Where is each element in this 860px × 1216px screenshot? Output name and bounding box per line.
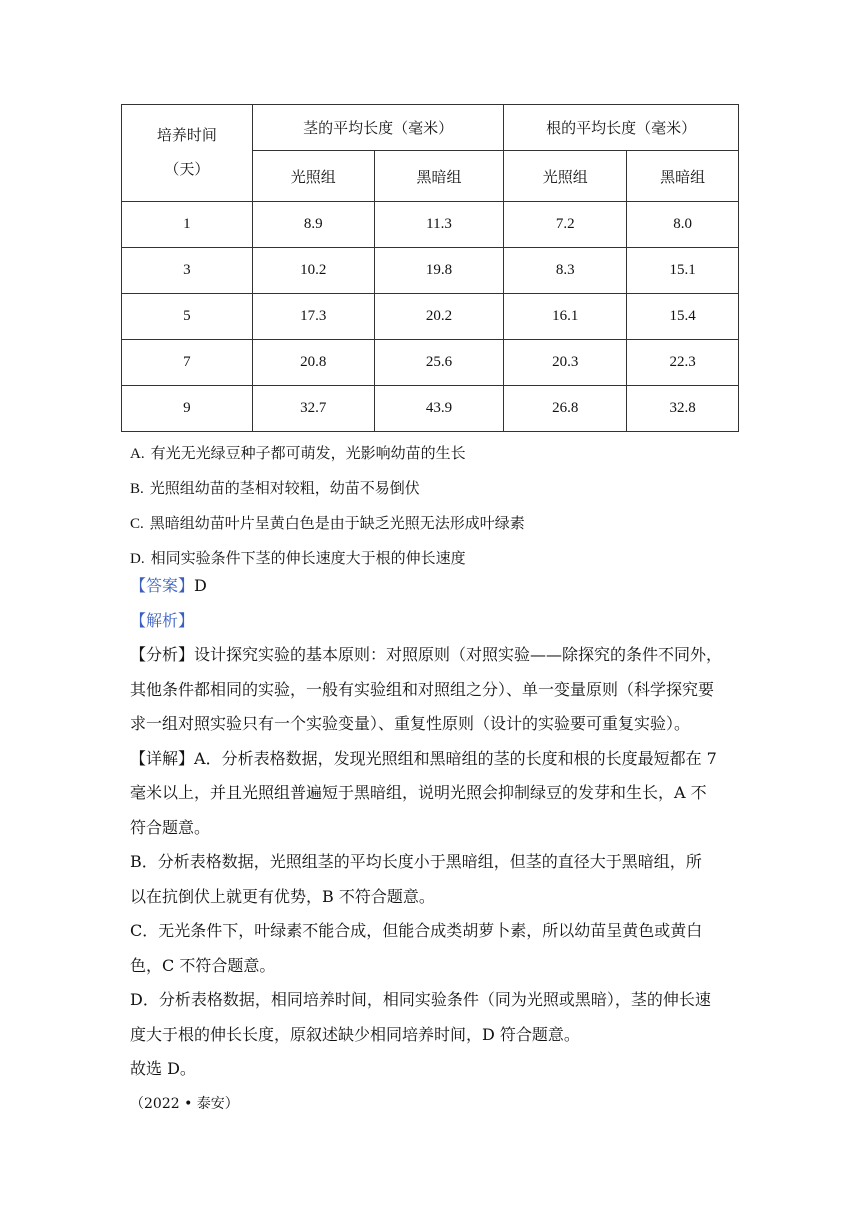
answer-label: 【答案】 — [130, 576, 195, 595]
answer-line — [130, 569, 730, 604]
growth-data-table — [121, 104, 739, 432]
stem-group-header: 茎的平均长度（毫米） — [252, 105, 504, 151]
table-cell: 15.1 — [627, 248, 739, 294]
xiangjie-line — [130, 742, 730, 777]
table-cell: 32.8 — [627, 386, 739, 432]
table-cell: 15.4 — [627, 294, 739, 340]
table-cell: 20.8 — [252, 340, 374, 386]
table-row — [122, 248, 739, 294]
subheader-cell: 光照组 — [252, 151, 374, 202]
table-cell: 9 — [122, 386, 253, 432]
subheader-cell: 黑暗组 — [374, 151, 504, 202]
table-cell: 11.3 — [374, 202, 504, 248]
table-cell: 10.2 — [252, 248, 374, 294]
option-letter: A. — [130, 446, 145, 462]
table-cell: 43.9 — [374, 386, 504, 432]
table-cell: 8.0 — [627, 202, 739, 248]
table-row — [122, 340, 739, 386]
table-row — [122, 202, 739, 248]
option-a — [130, 436, 525, 471]
table-cell: 16.1 — [504, 294, 627, 340]
root-group-header: 根的平均长度（毫米） — [504, 105, 739, 151]
table-cell: 25.6 — [374, 340, 504, 386]
solution-body — [130, 569, 730, 1121]
option-text: 相同实验条件下茎的伸长速度大于根的伸长速度 — [150, 549, 466, 567]
fenxi-label: 【分析】 — [130, 645, 195, 664]
answer-options — [130, 436, 525, 576]
time-unit: （天） — [164, 162, 210, 178]
explanation-d-line: 度大于根的伸长长度，原叙述缺少相同培养时间，D 符合题意。 — [130, 1024, 580, 1044]
table-cell: 22.3 — [627, 340, 739, 386]
fenxi-line — [130, 638, 730, 673]
table-cell: 1 — [122, 202, 253, 248]
fenxi-line: 其他条件都相同的实验，一般有实验组和对照组之分）、单一变量原则（科学探究要 — [130, 679, 715, 699]
table-cell: 20.3 — [504, 340, 627, 386]
table-cell: 5 — [122, 294, 253, 340]
xiangjie-line: 符合题意。 — [130, 817, 211, 837]
table-cell: 19.8 — [374, 248, 504, 294]
option-letter: B. — [130, 481, 144, 497]
table-row — [122, 294, 739, 340]
time-header-cell — [122, 105, 253, 202]
explanation-b-line: 以在抗倒伏上就更有优势，B 不符合题意。 — [130, 886, 435, 906]
table-cell: 17.3 — [252, 294, 374, 340]
xiangjie-line: 毫米以上，并且光照组普遍短于黑暗组，说明光照会抑制绿豆的发芽和生长，A 不 — [130, 783, 707, 802]
analysis-heading: 【解析】 — [130, 610, 195, 630]
option-letter: D. — [130, 551, 145, 567]
time-label: 培养时间 — [156, 128, 217, 144]
xiangjie-text: A．分析表格数据，发现光照组和黑暗组的茎的长度和根的长度最短都在 7 — [194, 748, 717, 768]
answer-value: D — [194, 576, 207, 595]
fenxi-text: 设计探究实验的基本原则：对照原则（对照实验——除探究的条件不同外， — [194, 645, 723, 664]
source-line: （2022 • 泰安） — [130, 1095, 239, 1112]
xiangjie-label: 【详解】 — [130, 748, 195, 768]
table-header-row — [122, 105, 739, 151]
explanation-c-line: 色，C 不符合题意。 — [130, 955, 276, 975]
subheader-cell: 黑暗组 — [627, 151, 739, 202]
table-cell: 26.8 — [504, 386, 627, 432]
table-cell: 7.2 — [504, 202, 627, 248]
option-c — [130, 506, 525, 541]
option-b — [130, 471, 525, 506]
explanation-c-line: C．无光条件下，叶绿素不能合成，但能合成类胡萝卜素，所以幼苗呈黄色或黄白 — [130, 921, 703, 940]
explanation-d-line: D．分析表格数据，相同培养时间，相同实验条件（同为光照或黑暗），茎的伸长速 — [130, 990, 711, 1009]
table-cell: 20.2 — [374, 294, 504, 340]
fenxi-line: 求一组对照实验只有一个实验变量）、重复性原则（设计的实验要可重复实验）。 — [130, 714, 691, 733]
option-text: 有光无光绿豆种子都可萌发，光影响幼苗的生长 — [150, 444, 466, 462]
table-row — [122, 386, 739, 432]
option-text: 光照组幼苗的茎相对较粗，幼苗不易倒伏 — [149, 479, 420, 497]
table-cell: 8.9 — [252, 202, 374, 248]
table-cell: 3 — [122, 248, 253, 294]
subheader-cell: 光照组 — [504, 151, 627, 202]
option-text: 黑暗组幼苗叶片呈黄白色是由于缺乏光照无法形成叶绿素 — [149, 514, 525, 532]
conclusion-line: 故选 D。 — [130, 1059, 196, 1078]
table-cell: 8.3 — [504, 248, 627, 294]
table-cell: 7 — [122, 340, 253, 386]
table-cell: 32.7 — [252, 386, 374, 432]
explanation-b-line: B．分析表格数据，光照组茎的平均长度小于黑暗组，但茎的直径大于黑暗组，所 — [130, 852, 702, 871]
option-letter: C. — [130, 516, 144, 532]
data-table-container — [121, 104, 739, 432]
